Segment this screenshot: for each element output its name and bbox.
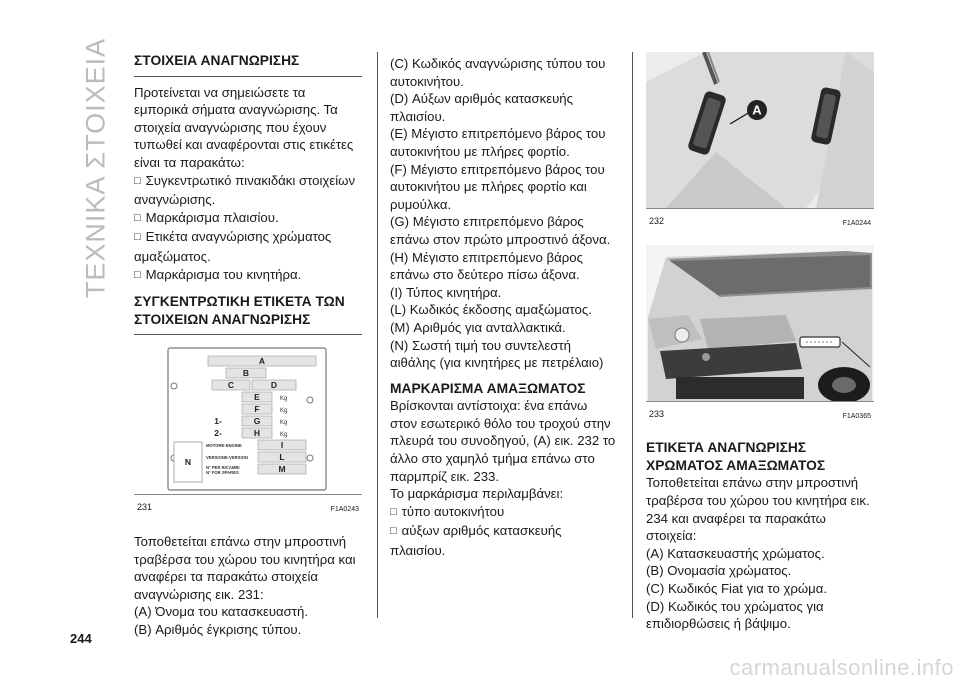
paragraph: Το μαρκάρισμα περιλαμβάνει: (390, 486, 564, 502)
engine-small-label: MOTORE-ENGINE (206, 443, 242, 449)
spares-small-label: N° PER RICAMBI (206, 465, 240, 471)
section-heading: ΜΑΡΚΑΡΙΣΜΑ ΑΜΑΞΩΜΑΤΟΣ (390, 380, 586, 396)
section-heading: ΣΥΓΚΕΝΤΡΩΤΙΚΗ ΕΤΙΚΕΤΑ ΤΩΝ ΣΤΟΙΧΕΙΩΝ ΑΝΑΓΝΩΡΙΣΗΣ (134, 293, 362, 335)
page-number: 244 (70, 631, 92, 646)
paragraph: Τοποθετείται επάνω στην μπροστινή τραβέρσα του χώρου του κινητήρα εικ. 234 και αναφέρει τα παρακάτω στοιχεία: (646, 475, 870, 544)
kg-unit: Kg (280, 396, 288, 403)
axle-label-2: 2- (214, 428, 222, 439)
list-item: □ Μαρκάρισμα του κινητήρα. (134, 266, 362, 286)
figure-caption (134, 494, 362, 519)
figure-ref: F1A0365 (842, 412, 871, 420)
plate-label-i: I (280, 440, 284, 451)
plate-label-e: E (254, 392, 260, 403)
figure-ref: F1A0244 (842, 220, 871, 227)
van-photo (646, 245, 874, 401)
list-item: (E) Μέγιστο επιτρεπόμενο βάρος του αυτοκινήτου με πλήρες φορτίο. (390, 126, 606, 159)
intro-paragraph: Προτείνεται να σημειώσετε τα εμπορικά σήματα αναγνώρισης. Τα στοιχεία αναγνώρισης που έχουν τυπωθεί και αναφέρονται στις ετικέτες είναι τα παρακάτω: (134, 84, 354, 170)
wheelarch-photo (646, 52, 874, 208)
version-small-label: VERSIONE-VERSION (206, 455, 248, 461)
plate-label-l: L (279, 452, 285, 463)
list-item: (A) Όνομα του κατασκευαστή. (134, 604, 308, 620)
plate-label-g: G (253, 416, 261, 427)
figure-caption (646, 401, 874, 426)
list-item: (D) Αύξων αριθμός κατασκευής πλαισίου. (390, 91, 573, 124)
list-item: □ τύπο αυτοκινήτου (390, 503, 616, 523)
column-divider (377, 52, 378, 618)
figure-number: 233 (649, 408, 665, 419)
kg-unit: Kg (280, 432, 288, 439)
figure-232 (646, 52, 874, 233)
plate-label-f: F (254, 404, 260, 415)
list-item: (M) Αριθμός για ανταλλακτικά. (390, 319, 566, 335)
section-heading: ΣΤΟΙΧΕΙΑ ΑΝΑΓΝΩΡΙΣΗΣ (134, 52, 362, 77)
list-item: □ Συγκεντρωτικό πινακιδάκι στοιχείων αναγνώρισης. (134, 172, 362, 209)
list-item: □ Μαρκάρισμα πλαισίου. (134, 209, 362, 229)
column-1 (134, 52, 362, 638)
list-item: (I) Τύπος κινητήρα. (390, 284, 502, 300)
spares-small-label: N° FOR SPARES (206, 470, 239, 476)
plate-label-a: A (258, 356, 266, 367)
paragraph: Βρίσκονται αντίστοιχα: ένα επάνω στον εσωτερικό θόλο του τροχού στην πλευρά του συνοδηγού, (A) εικ. 232 το άλλο στο χαμηλό τμήμα επάνω στο παρμπρίζ εικ. 233. (390, 398, 616, 484)
plate-label-h: H (253, 428, 261, 439)
list-item: (C) Κωδικός Fiat για το χρώμα. (646, 580, 828, 596)
figure-caption (646, 208, 874, 233)
list-item: (H) Μέγιστο επιτρεπόμενο βάρος επάνω στο δεύτερο πίσω άξονα. (390, 249, 583, 283)
watermark: carmanualsonline.info (729, 655, 954, 680)
column-divider (632, 52, 633, 618)
paragraph: Τοποθετείται επάνω στην μπροστινή τραβέρσα του χώρου του κινητήρα και αναφέρει τα παρακάτω στοιχεία αναγνώρισης εικ. 231: (134, 533, 356, 602)
list-item: (G) Μέγιστο επιτρεπόμενο βάρος επάνω στον πρώτο μπροστινό άξονα. (390, 214, 611, 247)
figure-ref: F1A0243 (330, 506, 359, 514)
kg-unit: Kg (280, 420, 288, 427)
plate-label-n: N (184, 457, 192, 468)
section-heading: ΕΤΙΚΕΤΑ ΑΝΑΓΝΩΡΙΣΗΣ ΧΡΩΜΑΤΟΣ ΑΜΑΞΩΜΑΤΟΣ (646, 440, 826, 473)
sidebar-section-title: ΤΕΧΝΙΚΑ ΣΤΟΙΧΕΙΑ (80, 37, 111, 299)
id-plate-diagram (134, 342, 362, 494)
plate-label-b: B (242, 368, 250, 379)
list-item: (B) Αριθμός έγκρισης τύπου. (134, 621, 302, 637)
list-item: □ Ετικέτα αναγνώρισης χρώματος αμαξώματος. (134, 228, 362, 265)
figure-number: 232 (649, 216, 665, 226)
list-item: (L) Κωδικός έκδοσης αμαξώματος. (390, 302, 592, 318)
column-3 (646, 52, 874, 633)
list-item: (D) Κωδικός του χρώματος για επιδιορθώσεις ή βάψιμο. (646, 598, 824, 632)
plate-label-d: D (270, 380, 278, 391)
list-item: (N) Σωστή τιμή του συντελεστή αιθάλης (για κινητήρες με πετρέλαιο) (390, 337, 604, 371)
plate-label-c: C (227, 380, 235, 391)
plate-label-m: M (278, 464, 286, 475)
figure-number: 231 (137, 502, 153, 513)
callout-a: A (752, 102, 762, 118)
list-item: (C) Κωδικός αναγνώρισης τύπου του αυτοκινήτου. (390, 56, 606, 89)
axle-label-1: 1- (214, 416, 222, 427)
figure-233 (646, 245, 874, 426)
kg-unit: Kg (280, 408, 288, 415)
list-item: □ αύξων αριθμός κατασκευής πλαισίου. (390, 522, 616, 559)
figure-231 (134, 342, 362, 519)
list-item: (F) Μέγιστο επιτρεπόμενο βάρος του αυτοκινήτου με πλήρες φορτίο και ρυμούλκα. (390, 161, 605, 212)
list-item: (B) Ονομασία χρώματος. (646, 563, 792, 579)
list-item: (A) Κατασκευαστής χρώματος. (646, 545, 825, 561)
column-2 (390, 55, 616, 560)
